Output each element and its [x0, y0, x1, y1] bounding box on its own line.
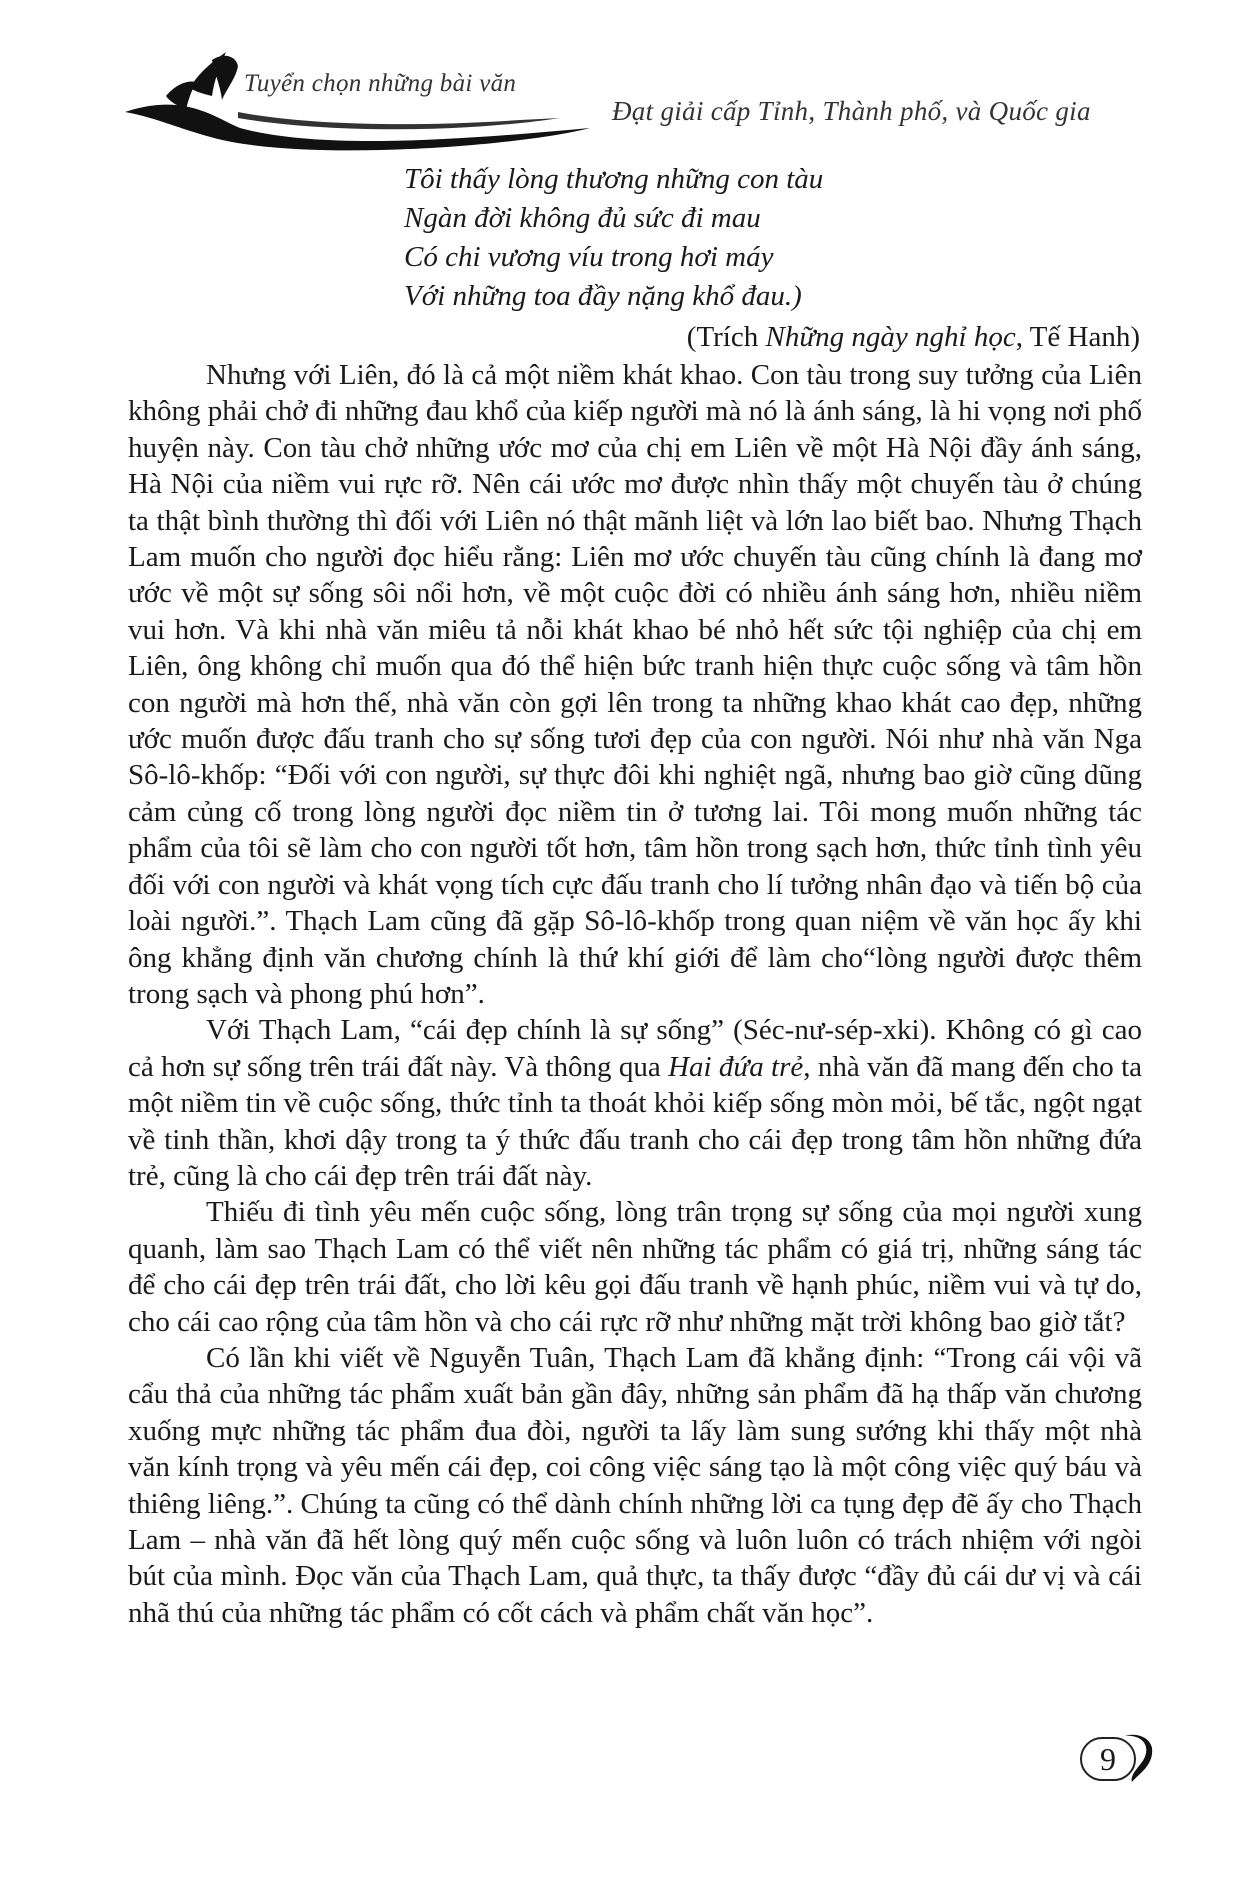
poem-line: Tôi thấy lòng thương những con tàu [404, 163, 824, 195]
header-book-subtitle: Đạt giải cấp Tỉnh, Thành phố, và Quốc gia [612, 96, 1091, 126]
paragraph-text: Nhưng với Liên, đó là cả một niềm khát khao. Con tàu trong suy tưởng của Liên không phải chở đi những đau khổ của kiếp người mà nó là ánh sáng, là hi vọng nơi phố huyện này. Con tàu chở những ước mơ của chị em Liên về một Hà Nội đầy ánh sáng, Hà Nội của niềm vui rực rỡ. Nên cái ước mơ được nhìn thấy một chuyến tàu ở chúng ta thật bình thường thì đối với Liên nó thật mãnh liệt và lớn lao biết bao. Nhưng Thạch Lam muốn cho người đọc hiểu rằng: Liên mơ ước chuyến tàu cũng chính là đang mơ ước về một sự sống sôi nổi hơn, về một cuộc đời có nhiều ánh sáng hơn, nhiều niềm vui hơn. Và khi nhà văn miêu tả nỗi khát khao bé nhỏ hết sức tội nghiệp của chị em Liên, ông không chỉ muốn qua đó thể hiện bức tranh hiện thực cuộc sống và tâm hồn con người mà hơn thế, nhà văn còn gợi lên trong ta những khao khát cao đẹp, những ước muốn được đấu tranh cho sự sống tươi đẹp của con người. Nói như nhà văn Nga Sô-lô-khốp: “Đối với con người, sự thực đôi khi nghiệt ngã, nhưng bao giờ cũng dũng cảm củng cố trong lòng người đọc niềm tin ở tương lai. Tôi mong muốn những tác phẩm của tôi sẽ làm cho con người tốt hơn, tâm hồn trong sạch hơn, thức tỉnh tình yêu đối với con người và khát vọng tích cực đấu tranh cho lí tưởng nhân đạo và tiến bộ của loài người.”. Thạch Lam cũng đã gặp Sô-lô-khốp trong quan niệm về văn học ấy khi ông khẳng định văn chương chính là thứ khí giới để làm cho“lòng người được thêm trong sạch và phong phú hơn”. [128, 359, 1142, 1010]
citation-author: , Tế Hanh) [1015, 321, 1140, 353]
paragraph [128, 1012, 1142, 1194]
essay-body [128, 357, 1142, 1631]
poem-line: Ngàn đời không đủ sức đi mau [404, 202, 761, 234]
poem-line: Có chi vương víu trong hơi máy [404, 241, 774, 273]
paragraph [128, 1194, 1142, 1340]
paragraph [128, 1340, 1142, 1631]
paragraph-text: Thiếu đi tình yêu mến cuộc sống, lòng trân trọng sự sống của mọi người xung quanh, làm sao Thạch Lam có thể viết nên những tác phẩm có giá trị, những sáng tác để cho cái đẹp trên trái đất, cho lời kêu gọi đấu tranh về hạnh phúc, niềm vui và tự do, cho cái cao rộng của tâm hồn và cho cái rực rỡ như những mặt trời không bao giờ tắt? [128, 1196, 1142, 1338]
poem-citation [600, 318, 1140, 357]
page-number: 9 [1080, 1737, 1136, 1781]
page-header [0, 0, 1260, 160]
paragraph-text: , nhà văn đã mang đến cho ta một niềm tin về cuộc sống, thức tỉnh ta thoát khỏi kiếp sống mòn mỏi, bế tắc, ngột ngạt về tinh thần, khơi dậy trong ta ý thức đấu tranh cho cái đẹp trong tâm hồn những đứa trẻ, cũng là cho cái đẹp trên trái đất này. [128, 1050, 1143, 1192]
work-title: Hai đứa trẻ [668, 1050, 804, 1083]
paragraph-text: Có lần khi viết về Nguyễn Tuân, Thạch Lam đã khẳng định: “Trong cái vội vã cẩu thả của những tác phẩm xuất bản gần đây, những sản phẩm đã hạ thấp văn chương xuống mực những tác phẩm đua đòi, người ta lấy làm sung sướng khi thấy một nhà văn kính trọng và yêu mến cái đẹp, coi công việc sáng tạo là một công việc quý báu và thiêng liêng.”. Chúng ta cũng có thể dành chính những lời ca tụng đẹp đẽ ấy cho Thạch Lam – nhà văn đã hết lòng quý mến cuộc sống và luôn luôn có trách nhiệm với ngòi bút của mình. Đọc văn của Thạch Lam, quả thực, ta thấy được “đầy đủ cái dư vị và cái nhã thú của những tác phẩm có cốt cách và phẩm chất văn học”. [128, 1341, 1142, 1629]
paragraph [128, 357, 1142, 1012]
swoosh-ornament-icon [0, 0, 1260, 160]
paragraph-text: Với Thạch Lam, “cái đẹp chính là sự sống” (Séc-nư-sép-xki). Không có gì cao cả hơn sự sống trên trái đất này. Và thông qua [128, 1014, 1142, 1083]
citation-work-title: Những ngày nghỉ học [765, 321, 1016, 353]
citation-prefix: (Trích [686, 321, 766, 353]
page-number-swoosh-icon [1118, 1730, 1158, 1786]
poem-excerpt [404, 160, 1164, 316]
poem-line: Với những toa đầy nặng khổ đau.) [404, 280, 802, 312]
header-book-title: Tuyển chọn những bài văn [244, 70, 517, 97]
